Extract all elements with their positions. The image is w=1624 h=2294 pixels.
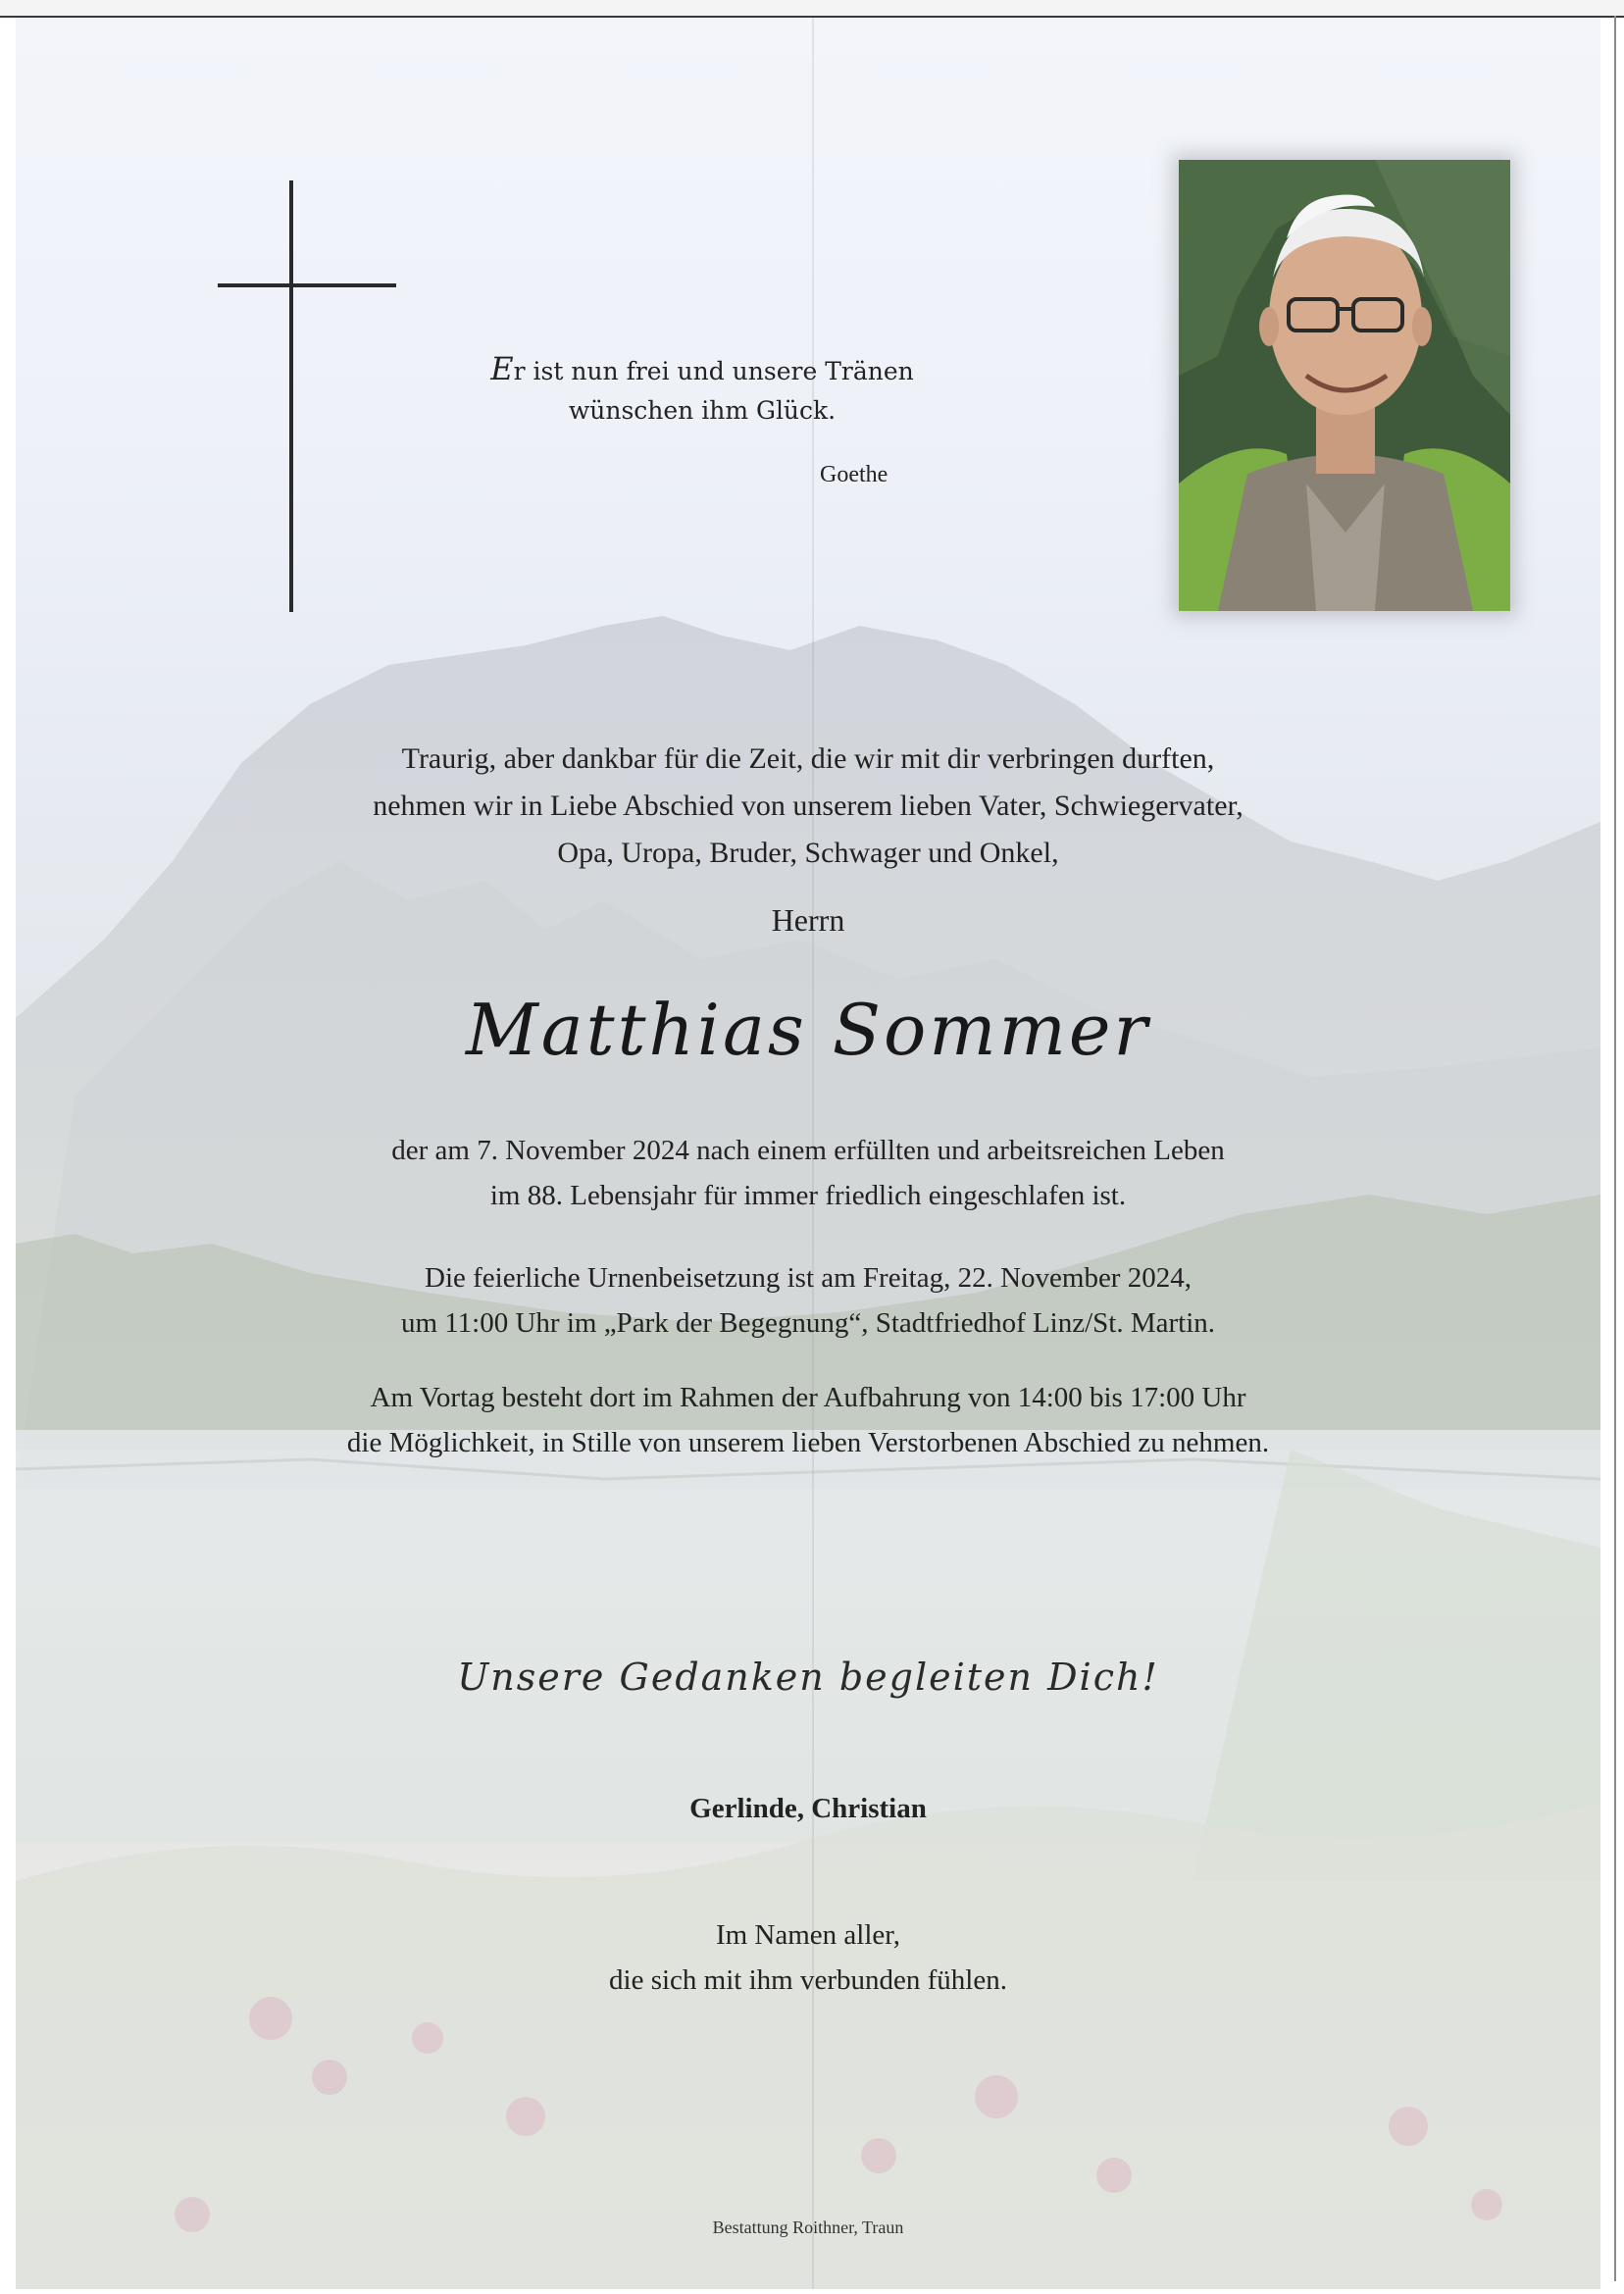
scan-top-edge xyxy=(0,0,1624,18)
cross-icon xyxy=(198,165,394,626)
death-notice-line: im 88. Lebensjahr für immer friedlich eingeschlafen ist. xyxy=(489,1180,1127,1211)
intro-line: Opa, Uropa, Bruder, Schwager und Onkel, xyxy=(557,837,1059,869)
closing-line: Im Namen aller, xyxy=(715,1919,901,1951)
funeral-info-line: um 11:00 Uhr im „Park der Begegnung“, Stadtfriedhof Linz/St. Martin. xyxy=(400,1307,1216,1339)
viewing-info xyxy=(16,1375,1600,1465)
intro-line: nehmen wir in Liebe Abschied von unserem lieben Vater, Schwiegervater, xyxy=(373,790,1243,822)
cross-vertical-bar xyxy=(289,180,293,612)
cross-horizontal-bar xyxy=(218,283,396,287)
viewing-info-line: die Möglichkeit, in Stille von unserem lieben Verstorbenen Abschied zu nehmen. xyxy=(346,1427,1270,1458)
closing-line: die sich mit ihm verbunden fühlen. xyxy=(609,1964,1007,1996)
quote-initial: E xyxy=(490,350,514,387)
motto: Unsere Gedanken begleiten Dich! xyxy=(457,1656,1159,1699)
family-names: Gerlinde, Christian xyxy=(689,1793,927,1824)
obituary-card xyxy=(16,18,1600,2289)
quote-line-1-text: r ist nun frei und unsere Tränen xyxy=(513,357,914,385)
viewing-info-line: Am Vortag besteht dort im Rahmen der Aufbahrung von 14:00 bis 17:00 Uhr xyxy=(370,1382,1246,1413)
quote xyxy=(447,349,957,487)
intro-line: Traurig, aber dankbar für die Zeit, die wir mit dir verbringen durften, xyxy=(401,742,1215,775)
closing-text xyxy=(16,1912,1600,2003)
intro-text xyxy=(16,736,1600,877)
portrait-photo xyxy=(1179,160,1510,611)
death-notice xyxy=(16,1128,1600,1218)
quote-author: Goethe xyxy=(820,462,888,487)
deceased-name: Matthias Sommer xyxy=(466,989,1150,1071)
funeral-info xyxy=(16,1255,1600,1346)
undertaker-credit: Bestattung Roithner, Traun xyxy=(712,2218,904,2237)
death-notice-line: der am 7. November 2024 nach einem erfüllten und arbeitsreichen Leben xyxy=(391,1135,1225,1166)
quote-line-1 xyxy=(447,349,957,391)
funeral-info-line: Die feierliche Urnenbeisetzung ist am Freitag, 22. November 2024, xyxy=(425,1262,1192,1294)
scan-right-edge xyxy=(1614,16,1616,2281)
salutation: Herrn xyxy=(771,902,845,938)
quote-line-2: wünschen ihm Glück. xyxy=(568,396,837,425)
